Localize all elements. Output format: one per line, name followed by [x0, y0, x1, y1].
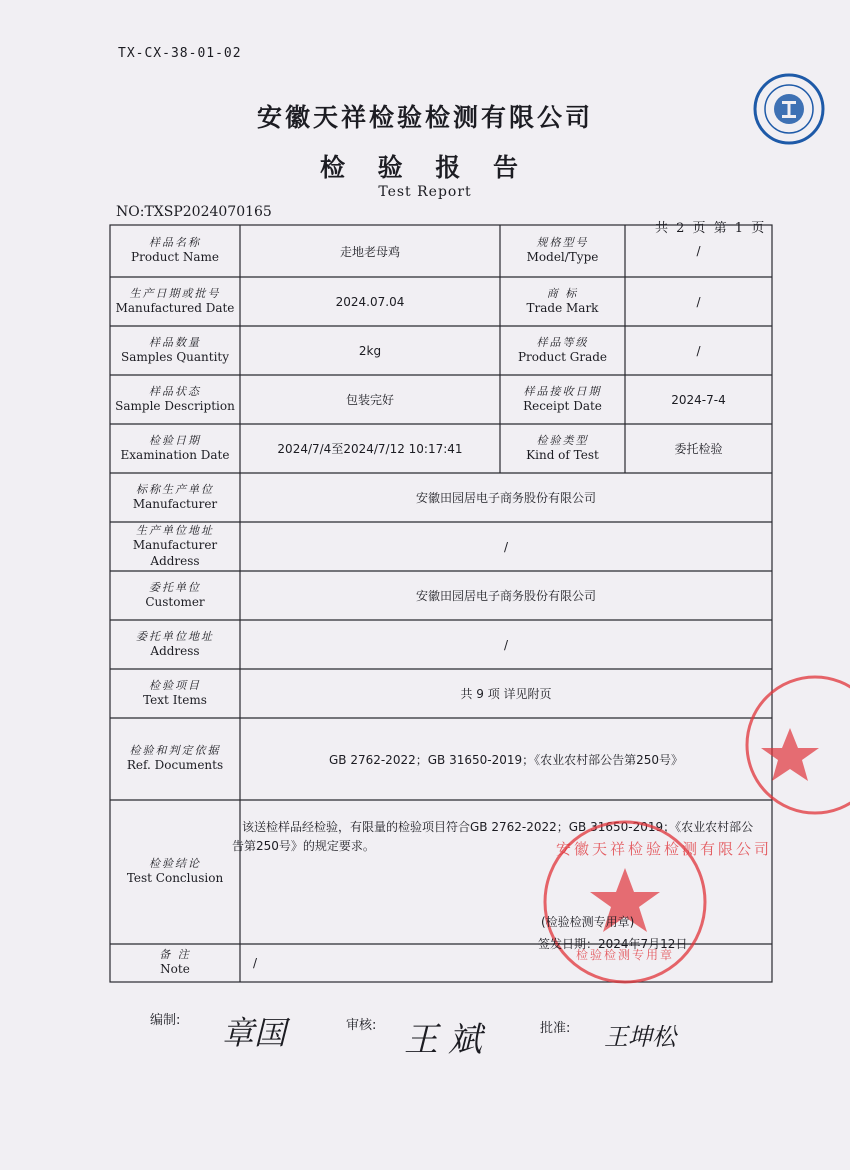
- value-kind: 委托检验: [674, 442, 723, 456]
- seal-text-company: 安徽天祥检验检测有限公司: [556, 840, 773, 858]
- label-trade-mark: 商 标 Trade Mark: [526, 286, 599, 315]
- value-model: /: [696, 244, 701, 258]
- label-conclusion: 检验结论 Test Conclusion: [126, 857, 224, 886]
- compiled-by-label: 编制:: [150, 1013, 181, 1028]
- seal-caption: (检验检测专用章): [541, 915, 635, 929]
- label-test-items: 检验项目 Text Items: [143, 678, 207, 707]
- label-model: 规格型号 Model/Type: [526, 236, 599, 265]
- value-test-items: 共 9 项 详见附页: [460, 687, 552, 701]
- value-manufacturer: 安徽田园居电子商务股份有限公司: [415, 491, 596, 505]
- label-mfr-address: 生产单位地址 Manufacturer Address: [132, 523, 218, 568]
- report-title-en: Test Report: [378, 184, 472, 200]
- label-product-name: 样品名称 Product Name: [131, 236, 219, 265]
- value-exam-date: 2024/7/4至2024/7/12 10:17:41: [277, 442, 463, 456]
- value-mfg-date: 2024.07.04: [335, 294, 405, 309]
- approved-by-label: 批准:: [540, 1021, 571, 1036]
- approved-by-signature: 王坤松: [604, 1023, 676, 1051]
- label-sample-desc: 样品状态 Sample Description: [115, 384, 235, 413]
- seal-text-label: 检验检测专用章: [576, 948, 675, 962]
- value-address: /: [503, 637, 509, 652]
- compiled-by-signature: 章国: [222, 1014, 287, 1052]
- report-number: NO:TXSP2024070165: [116, 204, 272, 220]
- label-quantity: 样品数量 Samples Quantity: [120, 335, 230, 364]
- issue-date: 签发日期：2024年7月12日: [538, 937, 688, 951]
- label-note: 备 注 Note: [159, 948, 191, 977]
- report-title: 检 验 报 告: [319, 153, 531, 182]
- company-name: 安徽天祥检验检测有限公司: [256, 103, 593, 132]
- reviewed-by-label: 审核:: [346, 1018, 377, 1033]
- value-grade: /: [696, 343, 701, 358]
- value-trade-mark: /: [696, 294, 701, 309]
- value-ref-docs: GB 2762-2022；GB 31650-2019；《农业农村部公告第250号》: [328, 752, 684, 767]
- value-customer: 安徽田园居电子商务股份有限公司: [415, 589, 596, 603]
- value-receipt-date: 2024-7-4: [671, 392, 726, 407]
- value-sample-desc: 包装完好: [345, 393, 394, 407]
- reviewed-by-signature: 王斌: [404, 1020, 492, 1060]
- value-quantity: 2kg: [358, 343, 382, 358]
- label-customer: 委托单位 Customer: [145, 580, 205, 609]
- label-grade: 样品等级 Product Grade: [517, 335, 608, 364]
- label-mfg-date: 生产日期或批号 Manufactured Date: [115, 286, 235, 315]
- document-code: TX-CX-38-01-02: [118, 46, 242, 61]
- label-kind: 检验类型 Kind of Test: [526, 433, 599, 462]
- value-note: /: [252, 956, 258, 970]
- value-product-name: 走地老母鸡: [339, 244, 400, 259]
- label-exam-date: 检验日期 Examination Date: [120, 433, 230, 462]
- page-indicator: 共 2 页 第 1 页: [655, 221, 765, 236]
- label-manufacturer: 标称生产单位 Manufacturer: [132, 482, 218, 511]
- label-ref-docs: 检验和判定依据 Ref. Documents: [126, 744, 224, 773]
- label-receipt-date: 样品接收日期 Receipt Date: [523, 384, 602, 413]
- value-mfr-address: /: [503, 539, 509, 554]
- value-conclusion: 该送检样品经检验，有限量的检验项目符合GB 2762-2022；GB 31650-2019；《农业农村部公告第250号》的规定要求。: [232, 820, 754, 854]
- label-address: 委托单位地址 Address: [136, 629, 214, 658]
